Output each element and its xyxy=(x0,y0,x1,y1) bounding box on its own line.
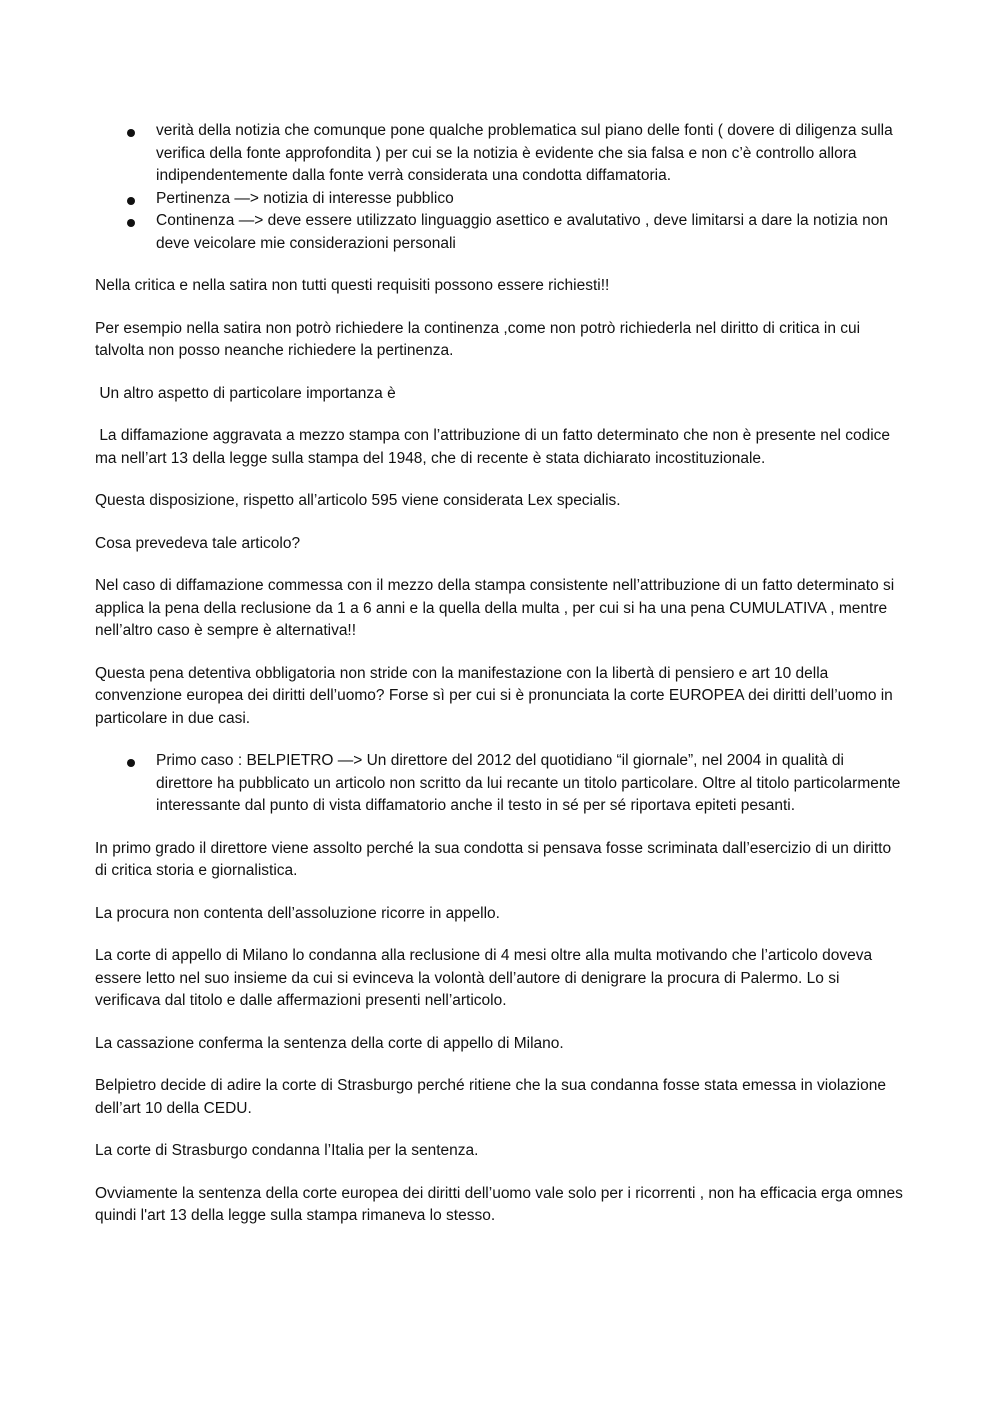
paragraph: Questa pena detentiva obbligatoria non stride con la manifestazione con la libertà di pensiero e art 10 della convenzione europea dei diritti dell’uomo? Forse sì per cui si è pronunciata la corte EUROPEA dei diritti dell’uomo in particolare in due casi. xyxy=(95,664,893,727)
case-list xyxy=(95,750,905,818)
paragraph: Per esempio nella satira non potrò richiedere la continenza ,come non potrò richiederla nel diritto di critica in cui talvolta non posso neanche richiedere la pertinenza. xyxy=(95,319,861,359)
paragraph: Un altro aspetto di particolare importanza è xyxy=(95,384,396,402)
paragraph: Nel caso di diffamazione commessa con il mezzo della stampa consistente nell’attribuzione di un fatto determinato si applica la pena della reclusione da 1 a 6 anni e la quella della multa , per cui si ha una pena CUMULATIVA , mentre nell’altro caso è sempre è alternativa!! xyxy=(95,577,895,639)
paragraph: Belpietro decide di adire la corte di Strasburgo perché ritiene che la sua condanna fosse stata emessa in violazione dell’art 10 della CEDU. xyxy=(95,1077,886,1117)
bullet-icon xyxy=(127,219,135,227)
paragraph: La cassazione conferma la sentenza della corte di appello di Milano. xyxy=(95,1034,564,1052)
paragraph: In primo grado il direttore viene assolto perché la sua condotta si pensava fosse scriminata dall’esercizio di un diritto di critica storia e giornalistica. xyxy=(95,839,892,879)
requirements-list xyxy=(95,120,905,255)
list-item xyxy=(95,120,905,188)
bullet-icon xyxy=(127,197,135,205)
list-item xyxy=(95,750,905,818)
paragraph: La corte di Strasburgo condanna l’Italia per la sentenza. xyxy=(95,1142,479,1159)
paragraph: La diffamazione aggravata a mezzo stampa con l’attribuzione di un fatto determinato che non è presente nel codice ma nell’art 13 della legge sulla stampa del 1948, che di recente è stata dichiarato incostituzionale. xyxy=(95,427,895,467)
list-item-text: Continenza —> deve essere utilizzato linguaggio asettico e avalutativo , deve limitarsi a dare la notizia non deve veicolare mie considerazioni personali xyxy=(156,212,888,252)
paragraph: Ovviamente la sentenza della corte europea dei diritti dell’uomo vale solo per i ricorrenti , non ha efficacia erga omnes quindi l'art 13 della legge sulla stampa rimaneva lo stesso. xyxy=(95,1184,903,1224)
paragraph: Cosa prevedeva tale articolo? xyxy=(95,534,301,552)
paragraph: La procura non contenta dell’assoluzione ricorre in appello. xyxy=(95,904,500,922)
paragraph: Nella critica e nella satira non tutti questi requisiti possono essere richiesti!! xyxy=(95,277,610,294)
paragraph: Questa disposizione, rispetto all’articolo 595 viene considerata Lex specialis. xyxy=(95,492,621,509)
document-page xyxy=(95,120,905,1248)
paragraph: La corte di appello di Milano lo condanna alla reclusione di 4 mesi oltre alla multa motivando che l’articolo doveva essere letto nel suo insieme da cui si evinceva la volontà dell’autore di denigrare la procura di Palermo. Lo si verificava dal titolo e dalle affermazioni presenti nell’articolo. xyxy=(95,947,873,1009)
list-item-text: Pertinenza —> notizia di interesse pubblico xyxy=(156,189,454,207)
list-item-text: Primo caso : BELPIETRO —> Un direttore del 2012 del quotidiano “il giornale”, nel 2004 in qualità di direttore ha pubblicato un articolo non scritto da lui recante un titolo particolare. Oltre al titolo particolarmente interessante dal punto di vista diffamatorio anche il testo in sé per sé riportava epiteti pesanti. xyxy=(156,752,901,814)
bullet-icon xyxy=(127,759,135,767)
bullet-icon xyxy=(127,129,135,137)
list-item xyxy=(95,210,905,255)
list-item xyxy=(95,188,905,211)
list-item-text: verità della notizia che comunque pone qualche problematica sul piano delle fonti ( dovere di diligenza sulla verifica della fonte approfondita ) per cui se la notizia è evidente che sia falsa e non c’è controllo allora indipendentemente dalla fonte verrà considerata una condotta diffamatoria. xyxy=(156,122,893,184)
